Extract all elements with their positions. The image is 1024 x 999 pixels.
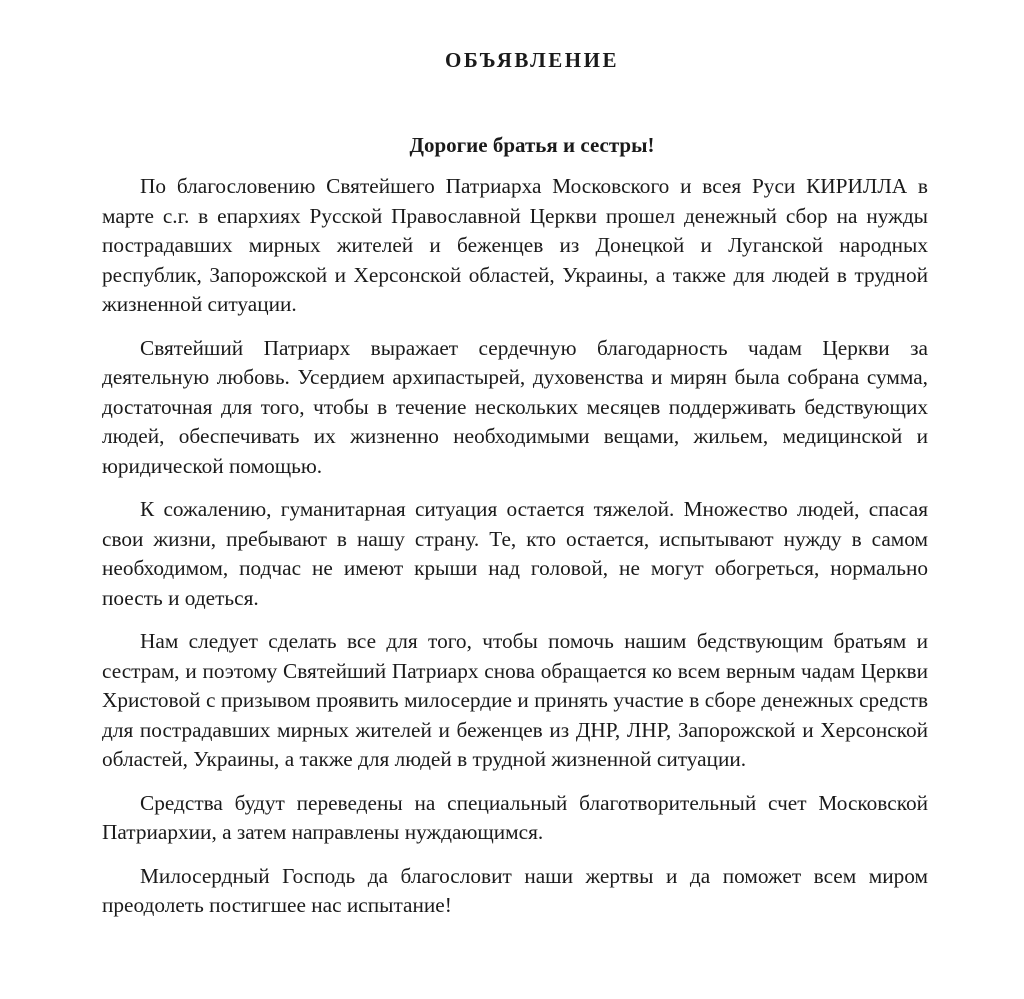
paragraph-closing: Милосердный Господь да благословит наши жертвы и да поможет всем миром преодолеть постигшее нас испытание!: [102, 863, 928, 917]
salutation: Дорогие братья и сестры!: [409, 133, 655, 157]
document-body: [102, 172, 928, 921]
paragraph-funds: Средства будут переведены на специальный благотворительный счет Московской Патриархии, а затем направлены нуждающимся.: [102, 790, 928, 844]
paragraph-appeal: Нам следует сделать все для того, чтобы помочь нашим бедствующим братьям и сестрам, и поэтому Святейший Патриарх снова обращается ко всем верным чадам Церкви Христовой с призывом проявить милосердие и принять участие в сборе денежных средств для пострадавших мирных жителей и беженцев из ДНР, ЛНР, Запорожской и Херсонской областей, Украины, а также для людей в трудной жизненной ситуации.: [102, 629, 928, 771]
paragraph-situation: К сожалению, гуманитарная ситуация остается тяжелой. Множество людей, спасая свои жизни, пребывают в нашу страну. Те, кто остается, испытывают нужду в самом необходимом, подчас не имеют крыши над головой, не могут обогреться, нормально поесть и одеться.: [102, 497, 928, 610]
paragraph-gratitude: Святейший Патриарх выражает сердечную благодарность чадам Церкви за деятельную любовь. Усердием архипастырей, духовенства и мирян была собрана сумма, достаточная для того, чтобы в течение нескольких месяцев поддерживать бедствующих людей, обеспечивать их жизненно необходимыми вещами, жильем, медицинской и юридической помощью.: [102, 335, 928, 478]
document-title: ОБЪЯВЛЕНИЕ: [445, 48, 619, 72]
paragraph-blessing: По благословению Святейшего Патриарха Московского и всея Руси КИРИЛЛА в марте с.г. в епархиях Русской Православной Церкви прошел денежный сбор на нужды пострадавших мирных жителей и беженцев из Донецкой и Луганской народных республик, Запорожской и Херсонской областей, Украины, а также для людей в трудной жизненной ситуации.: [102, 174, 928, 316]
